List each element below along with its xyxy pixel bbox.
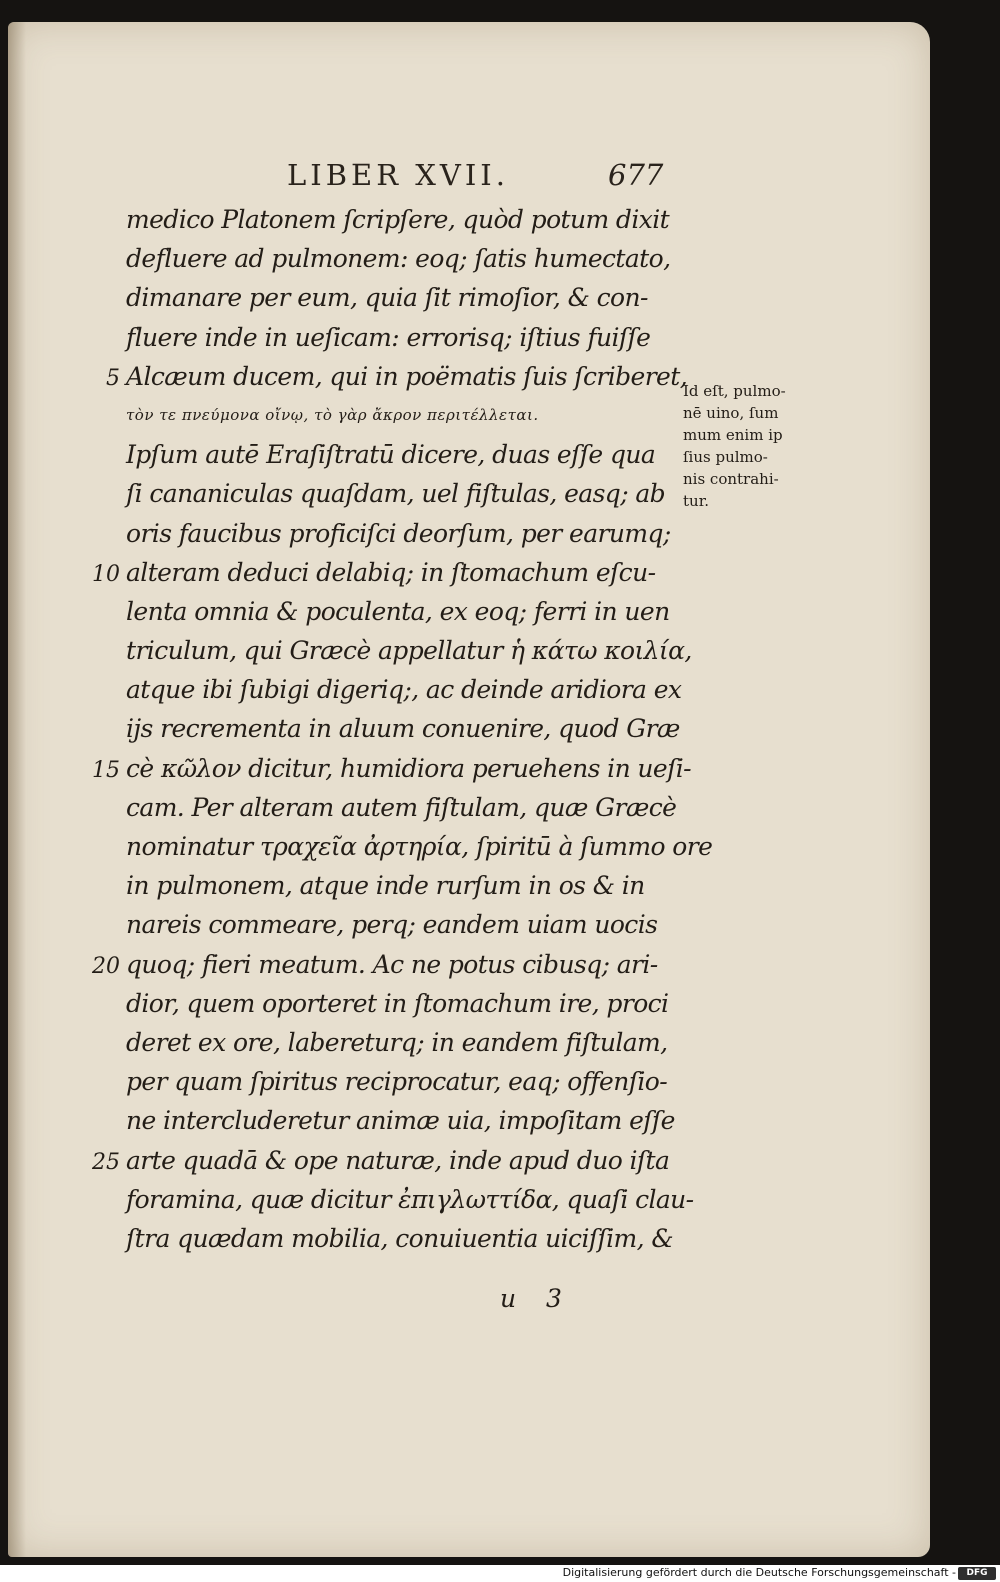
margin-note-line: ſius pulmo- (683, 448, 768, 466)
text-line: quoq; fieri meatum. Ac ne potus cibusq; ari- (126, 949, 658, 979)
margin-note-line: nis contrahi- (683, 470, 779, 488)
text-line: fluere inde in ueſicam: errorisq; iſtius fuiſſe (126, 322, 651, 352)
text-line: nominatur τραχεῖα ἀρτηρία, ſpiritū à ſummo ore (126, 832, 713, 861)
text-line: alteram deduci delabiq; in ſtomachum eſcu- (126, 557, 656, 587)
line-number: 15 (92, 758, 120, 783)
line-number: 25 (92, 1150, 120, 1175)
margin-note-line: Id eſt, pulmo- (683, 382, 786, 400)
running-head: LIBER XVII. (287, 158, 509, 192)
signature-mark: u 3 (500, 1284, 562, 1313)
greek-verse-line: τὸν τε πνεύμονα οἴνῳ, τὸ γὰρ ἄκρον περιτέλλεται. (126, 405, 539, 424)
marginal-note (683, 380, 823, 512)
text-line: per quam ſpiritus reciprocatur, eaq; offenſio- (126, 1067, 668, 1097)
text-line: nareis commeare, perq; eandem uiam uocis (126, 910, 658, 940)
text-line: atque ibi ſubigi digeriq;, ac deinde aridiora ex (126, 675, 682, 705)
text-line: triculum, qui Græcè appellatur ἡ κάτω κοιλία, (126, 636, 692, 666)
text-line: Ipſum autē Eraſiſtratū dicere, duas eſſe qua (126, 440, 656, 470)
text-line: ſi cananiculas quaſdam, uel fiſtulas, easq; ab (126, 479, 666, 509)
text-line: cè κῶλον dicitur, humidiora peruehens in ueſi- (126, 753, 692, 783)
text-line: in pulmonem, atque inde rurſum in os & in (126, 871, 645, 901)
line-number: 10 (92, 562, 120, 587)
text-line: arte quadā & ope naturæ, inde apud duo iſta (126, 1145, 670, 1175)
text-line: Alcæum ducem, qui in poëmatis ſuis ſcriberet, (126, 361, 688, 391)
text-line: lenta omnia & poculenta, ex eoq; ferri in uen (126, 596, 670, 626)
body-text (126, 200, 713, 1258)
page-number: 677 (608, 158, 664, 192)
text-line: ſtra quædam mobilia, conuiuentia uiciſſim, & (126, 1223, 674, 1253)
margin-note-line: mum enim ip (683, 426, 783, 444)
text-line: medico Platonem ſcripſere, quòd potum dixit (126, 205, 670, 234)
text-line: oris faucibus proficiſci deorſum, per earumq; (126, 518, 671, 548)
dfg-logo: DFG (958, 1567, 996, 1580)
margin-note-line: nē uino, ſum (683, 404, 779, 422)
text-line: cam. Per alteram autem fiſtulam, quæ Græcè (126, 792, 677, 822)
text-line: ne intercluderetur animæ uia, impoſitam eſſe (126, 1106, 675, 1136)
page-gutter-shadow (8, 22, 26, 1557)
funding-credit: Digitalisierung gefördert durch die Deutsche Forschungsgemeinschaft - (562, 1566, 956, 1579)
text-line: dimanare per eum, quia ſit rimoſior, & con- (126, 283, 648, 313)
line-number: 20 (92, 954, 120, 979)
text-line: deret ex ore, labereturq; in eandem fiſtulam, (126, 1027, 668, 1057)
text-line: ijs recrementa in aluum conuenire, quod Græ (126, 714, 680, 744)
text-line: defluere ad pulmonem: eoq; ſatis humectato, (126, 244, 671, 274)
margin-note-line: tur. (683, 492, 709, 510)
line-number: 5 (106, 366, 120, 391)
text-line: dior, quem oporteret in ſtomachum ire, proci (126, 988, 669, 1018)
text-line: foramina, quæ dicitur ἐπιγλωττίδα, quaſi clau- (126, 1184, 694, 1214)
